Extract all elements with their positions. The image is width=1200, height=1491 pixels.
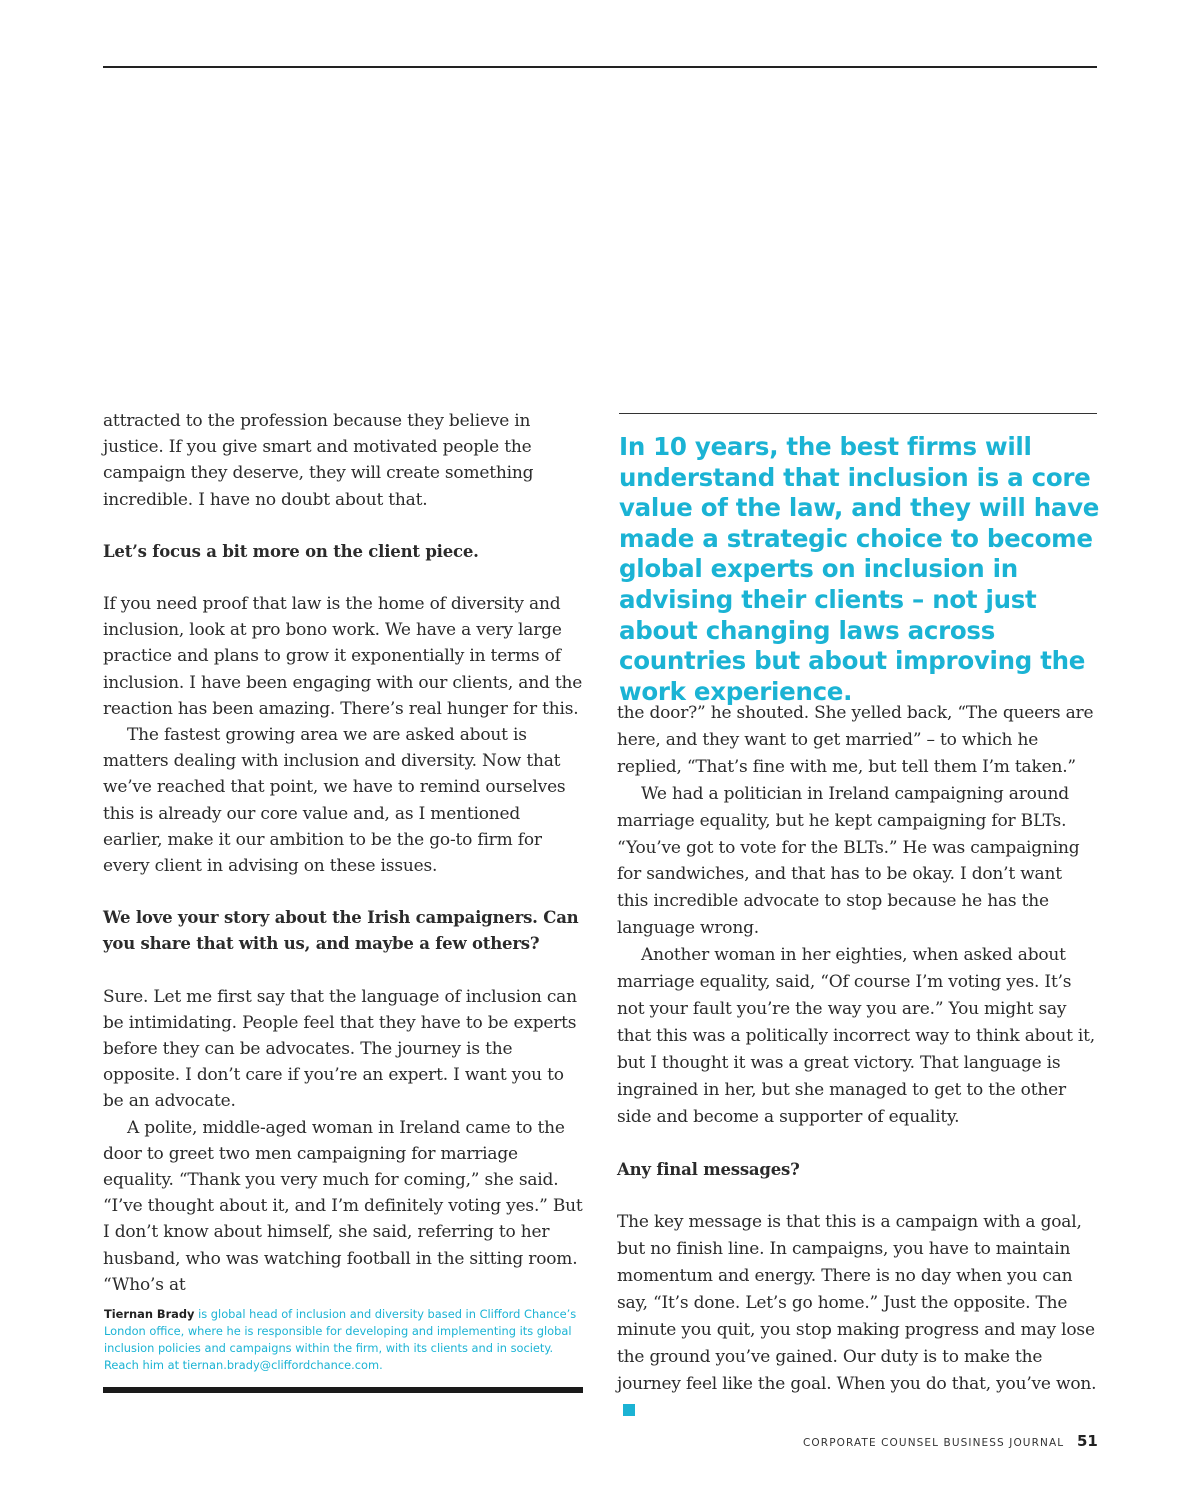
author-bio (104, 1306, 590, 1374)
body-paragraph: Sure. Let me first say that the language of inclusion can be intimidating. People feel that they have to be experts before they can be advocates. The journey is the opposite. I don’t care if you’re an expert. I want you to be an advocate. (103, 986, 577, 1112)
page-number: 51 (1077, 1432, 1098, 1450)
closing-text: The key message is that this is a campaign with a goal, but no finish line. In campaigns, you have to maintain momentum and energy. There is no day when you can say, “It’s done. Let’s go home.” Just the opposite. The minute you quit, you stop making progress and may lose the ground you’ve gained. Our duty is to make the journey feel like the goal. When you do that, you’ve won. (617, 1212, 1097, 1394)
body-paragraph (617, 1209, 1097, 1424)
body-paragraph: the door?” he shouted. She yelled back, “The queers are here, and they want to get married” – to which he replied, “That’s fine with me, but tell them I’m taken.” (617, 703, 1094, 777)
left-column (103, 408, 583, 1298)
body-paragraph: attracted to the profession because they believe in justice. If you give smart and motivated people the campaign they deserve, they will create something incredible. I have no doubt about that. (103, 411, 534, 510)
publication-name: CORPORATE COUNSEL BUSINESS JOURNAL (803, 1437, 1065, 1449)
bio-rule (103, 1387, 583, 1393)
interview-question: Any final messages? (617, 1159, 800, 1179)
body-paragraph: If you need proof that law is the home of diversity and inclusion, look at pro bono work. We have a very large practice and plans to grow it exponentially in terms of inclusion. I have been engaging with our clients, and the reaction has been amazing. There’s real hunger for this. (103, 594, 583, 719)
interview-question: Let’s focus a bit more on the client piece. (103, 541, 479, 561)
top-rule (103, 66, 1097, 68)
right-column (617, 700, 1097, 1425)
interview-question: We love your story about the Irish campaigners. Can you share that with us, and maybe a few others? (103, 908, 579, 954)
body-paragraph: The fastest growing area we are asked about is matters dealing with inclusion and diversity. Now that we’ve reached that point, we have to remind ourselves this is already our core value and, as I mentioned earlier, make it our ambition to be the go-to firm for every client in advising on these issues. (103, 725, 566, 877)
body-paragraph: Another woman in her eighties, when asked about marriage equality, said, “Of course I’m voting yes. It’s not your fault you’re the way you are.” You might say that this was a politically incorrect way to think about it, but I thought it was a great victory. That language is ingrained in her, but she managed to get to the other side and become a supporter of equality. (617, 945, 1096, 1127)
body-paragraph: We had a politician in Ireland campaigning around marriage equality, but he kept campaigning for BLTs. “You’ve got to vote for the BLTs.” He was campaigning for sandwiches, and that has to be okay. I don’t want this incredible advocate to stop because he has the language wrong. (617, 783, 1080, 939)
pull-quote-rule (619, 413, 1097, 414)
end-mark-icon (623, 1404, 635, 1416)
pull-quote: In 10 years, the best firms will understand that inclusion is a core value of the law, and they will have made a strategic choice to become global experts on inclusion in advising their clients – not just about changing laws across countries but about improving the work experience. (619, 432, 1100, 706)
author-name: Tiernan Brady (104, 1307, 195, 1321)
body-paragraph: A polite, middle-aged woman in Ireland came to the door to greet two men campaigning for marriage equality. “Thank you very much for coming,” she said. “I’ve thought about it, and I’m definitely voting yes.” But I don’t know about himself, she said, referring to her husband, who was watching football in the sitting room. “Who’s at (103, 1117, 583, 1295)
author-bio-text: is global head of inclusion and diversity based in Clifford Chance’s London office, where he is responsible for developing and implementing its global inclusion policies and campaigns within the firm, with its clients and in society. Reach him at tiernan.brady@cliffordchance.com. (104, 1307, 577, 1372)
